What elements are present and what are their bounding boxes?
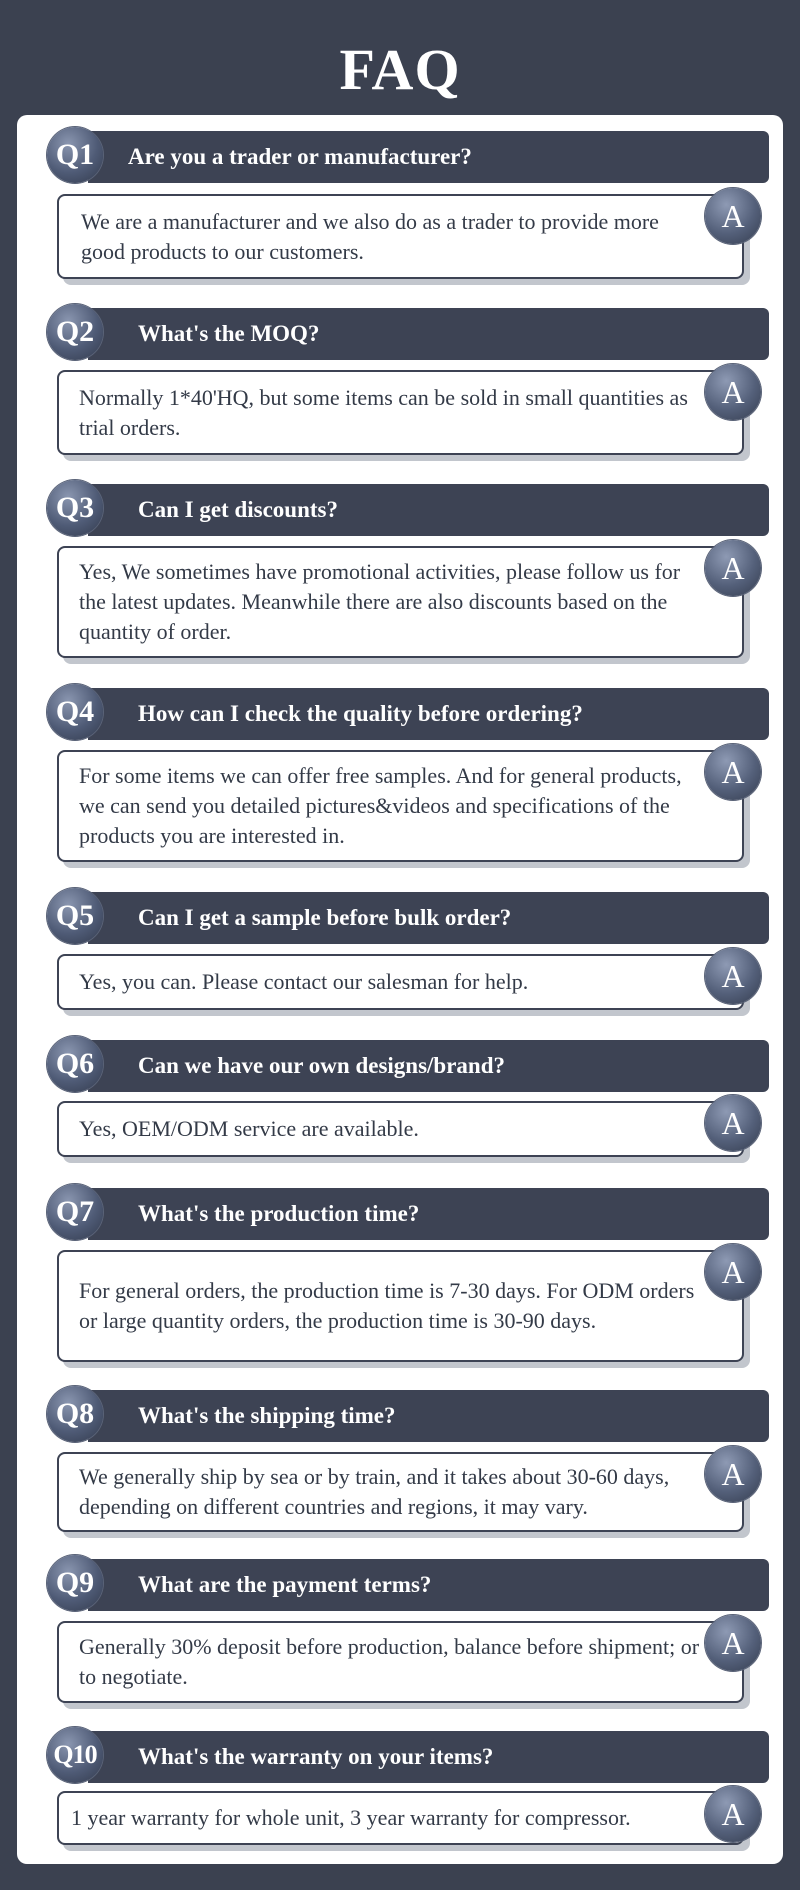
answer-text: For some items we can offer free samples. And for general products, we can send you detailed pictures&videos and specifications of the products you are interested in. [79,763,682,848]
answer-box [57,546,744,658]
answer-text: 1 year warranty for whole unit, 3 year warranty for compressor. [71,1805,631,1830]
answer-box [57,1452,744,1532]
question-number-badge: Q5 [47,888,103,944]
answer-box [57,954,744,1010]
question-bar [88,131,769,183]
answer-text: We generally ship by sea or by train, and it takes about 30-60 days, depending on different countries and regions, it may vary. [79,1464,670,1519]
answer-text: Yes, you can. Please contact our salesman for help. [79,969,529,994]
answer-box [57,194,744,279]
question-text: What's the shipping time? [138,1403,396,1428]
answer-box [57,370,744,455]
question-bar [88,1731,769,1783]
answer-text: Yes, OEM/ODM service are available. [79,1116,419,1141]
answer-box [57,750,744,862]
question-number-badge: Q10 [47,1727,103,1783]
question-number-badge: Q6 [47,1036,103,1092]
question-bar [88,1390,769,1442]
answer-badge: A [705,1244,761,1300]
question-bar [88,1040,769,1092]
question-text: What are the payment terms? [138,1572,432,1597]
answer-badge: A [705,540,761,596]
answer-badge: A [705,1615,761,1671]
answer-text: For general orders, the production time is 7-30 days. For ODM orders or large quantity orders, the production time is 30-90 days. [79,1278,695,1333]
question-text: What's the MOQ? [138,321,320,346]
answer-text: We are a manufacturer and we also do as a trader to provide more good products to our customers. [81,208,659,264]
question-number-badge: Q2 [47,304,103,360]
answer-text: Normally 1*40'HQ, but some items can be sold in small quantities as trial orders. [79,384,688,440]
question-number-badge: Q3 [47,480,103,536]
question-text: What's the production time? [138,1201,420,1226]
answer-badge: A [705,364,761,420]
question-number-badge: Q8 [47,1386,103,1442]
answer-badge: A [705,1786,761,1842]
answer-box [57,1101,744,1157]
answer-badge: A [705,744,761,800]
question-bar [88,484,769,536]
question-bar [88,1188,769,1240]
question-bar [88,308,769,360]
question-number-badge: Q7 [47,1184,103,1240]
question-number-badge: Q4 [47,684,103,740]
page-title: FAQ [339,37,461,102]
answer-badge: A [705,948,761,1004]
answer-text: Yes, We sometimes have promotional activities, please follow us for the latest updates. Meanwhile there are also discounts based on the quantity of order. [79,559,681,644]
question-number-badge: Q1 [47,127,103,183]
answer-box [57,1250,744,1362]
answer-badge: A [705,188,761,244]
question-bar [88,892,769,944]
answer-badge: A [705,1095,761,1151]
question-text: Can I get a sample before bulk order? [138,905,512,930]
question-text: What's the warranty on your items? [138,1744,494,1769]
question-text: Can we have our own designs/brand? [138,1053,506,1078]
question-bar [88,688,769,740]
answer-text: Generally 30% deposit before production, balance before shipment; or to negotiate. [79,1634,700,1689]
answer-box [57,1791,744,1845]
question-text: Are you a trader or manufacturer? [128,144,472,169]
question-number-badge: Q9 [47,1555,103,1611]
answer-badge: A [705,1446,761,1502]
question-text: How can I check the quality before ordering? [138,701,583,726]
answer-box [57,1621,744,1703]
question-text: Can I get discounts? [138,497,339,522]
question-bar [88,1559,769,1611]
